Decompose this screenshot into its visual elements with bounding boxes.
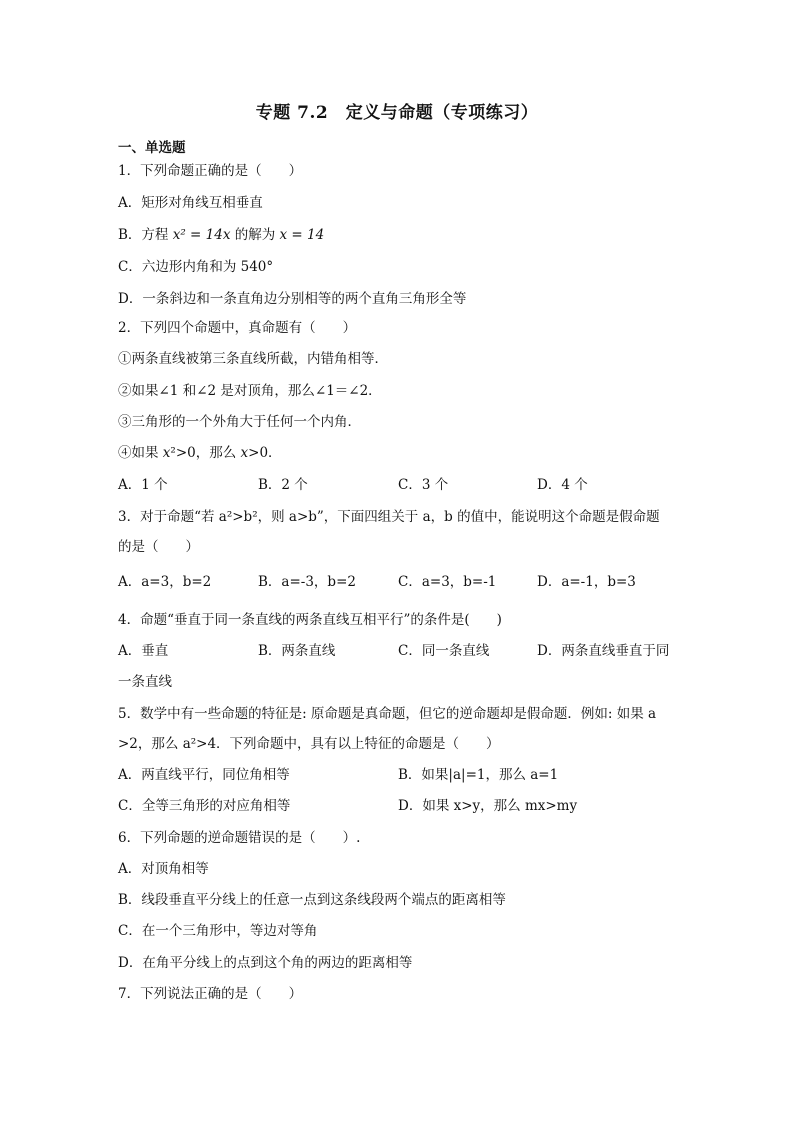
page-title: 专题 7.2 定义与命题（专项练习） xyxy=(255,103,539,123)
q4-option-b: B．两条直线 xyxy=(258,643,336,659)
q1-stem: 1．下列命题正确的是（ ） xyxy=(118,163,303,179)
q6-stem: 6．下列命题的逆命题错误的是（ ）. xyxy=(118,830,361,846)
q2-s4-end: >0． xyxy=(248,445,282,461)
q6-option-c: C．在一个三角形中，等边对等角 xyxy=(118,923,318,939)
q2-statement-3: ③三角形的一个外角大于任何一个内角． xyxy=(118,414,361,430)
q4-option-d: D．两条直线垂直于同 xyxy=(537,643,670,659)
q1-option-b-equation: x² = 14x xyxy=(172,227,231,243)
q5-stem-line-1: 5．数学中有一些命题的特征是: 原命题是真命题，但它的逆命题却是假命题．例如: 如果 a xyxy=(118,706,657,722)
q2-stem: 2．下列四个命题中，真命题有（ ） xyxy=(118,320,357,336)
q2-option-b: B．2 个 xyxy=(258,477,308,493)
q3-option-d: D．a=-1，b=3 xyxy=(537,574,636,590)
q4-option-d-continuation: 一条直线 xyxy=(118,674,172,690)
q1-option-b-prefix: B．方程 xyxy=(118,227,173,243)
q3-option-a: A．a=3，b=2 xyxy=(118,574,212,590)
q2-option-c: C．3 个 xyxy=(398,477,449,493)
q2-s4-var-x2: x xyxy=(240,445,249,461)
q3-option-b: B．a=-3，b=2 xyxy=(258,574,356,590)
q5-stem-line-2: >2，那么 a²>4．下列命题中，具有以上特征的命题是（ ） xyxy=(118,736,500,752)
q6-option-b: B．线段垂直平分线上的任意一点到这条线段两个端点的距离相等 xyxy=(118,892,506,908)
q3-stem-line-1: 3．对于命题“若 a²>b²，则 a>b”，下面四组关于 a，b 的值中，能说明这个命题是假命题 xyxy=(118,509,660,525)
q2-s4-prefix: ④如果 xyxy=(118,445,163,461)
q3-option-c: C．a=3，b=-1 xyxy=(398,574,497,590)
q6-option-d: D．在角平分线上的点到这个角的两边的距离相等 xyxy=(118,955,413,971)
q5-option-b: B．如果|a|=1，那么 a=1 xyxy=(398,767,559,783)
q2-s4-middle: ²>0，那么 xyxy=(170,445,241,461)
q4-option-c: C．同一条直线 xyxy=(398,643,490,659)
q6-option-a: A．对顶角相等 xyxy=(118,861,209,877)
section-heading: 一、单选题 xyxy=(118,140,186,156)
q2-s4-var-x: x xyxy=(162,445,171,461)
q1-option-a: A．矩形对角线互相垂直 xyxy=(118,195,263,211)
q7-stem: 7．下列说法正确的是（ ） xyxy=(118,986,303,1002)
q5-option-c: C．全等三角形的对应角相等 xyxy=(118,798,291,814)
q5-option-d: D．如果 x>y，那么 mx>my xyxy=(398,798,578,814)
q4-stem: 4．命题“垂直于同一条直线的两条直线互相平行”的条件是( ) xyxy=(118,612,502,628)
q1-option-b-solution: x = 14 xyxy=(279,227,325,243)
q2-statement-2: ②如果∠1 和∠2 是对顶角，那么∠1＝∠2． xyxy=(118,383,382,399)
q1-option-b-middle: 的解为 xyxy=(230,227,280,243)
q4-option-a: A．垂直 xyxy=(118,643,169,659)
q2-option-a: A．1 个 xyxy=(118,477,168,493)
q2-statement-4 xyxy=(118,444,282,462)
q1-option-c: C．六边形内角和为 540° xyxy=(118,259,274,275)
q5-option-a: A．两直线平行，同位角相等 xyxy=(118,767,290,783)
q1-option-b xyxy=(118,226,324,244)
q1-option-d: D．一条斜边和一条直角边分别相等的两个直角三角形全等 xyxy=(118,291,467,307)
q2-option-d: D．4 个 xyxy=(537,477,588,493)
q2-statement-1: ①两条直线被第三条直线所截，内错角相等． xyxy=(118,351,388,367)
q3-stem-line-2: 的是（ ） xyxy=(118,539,199,555)
